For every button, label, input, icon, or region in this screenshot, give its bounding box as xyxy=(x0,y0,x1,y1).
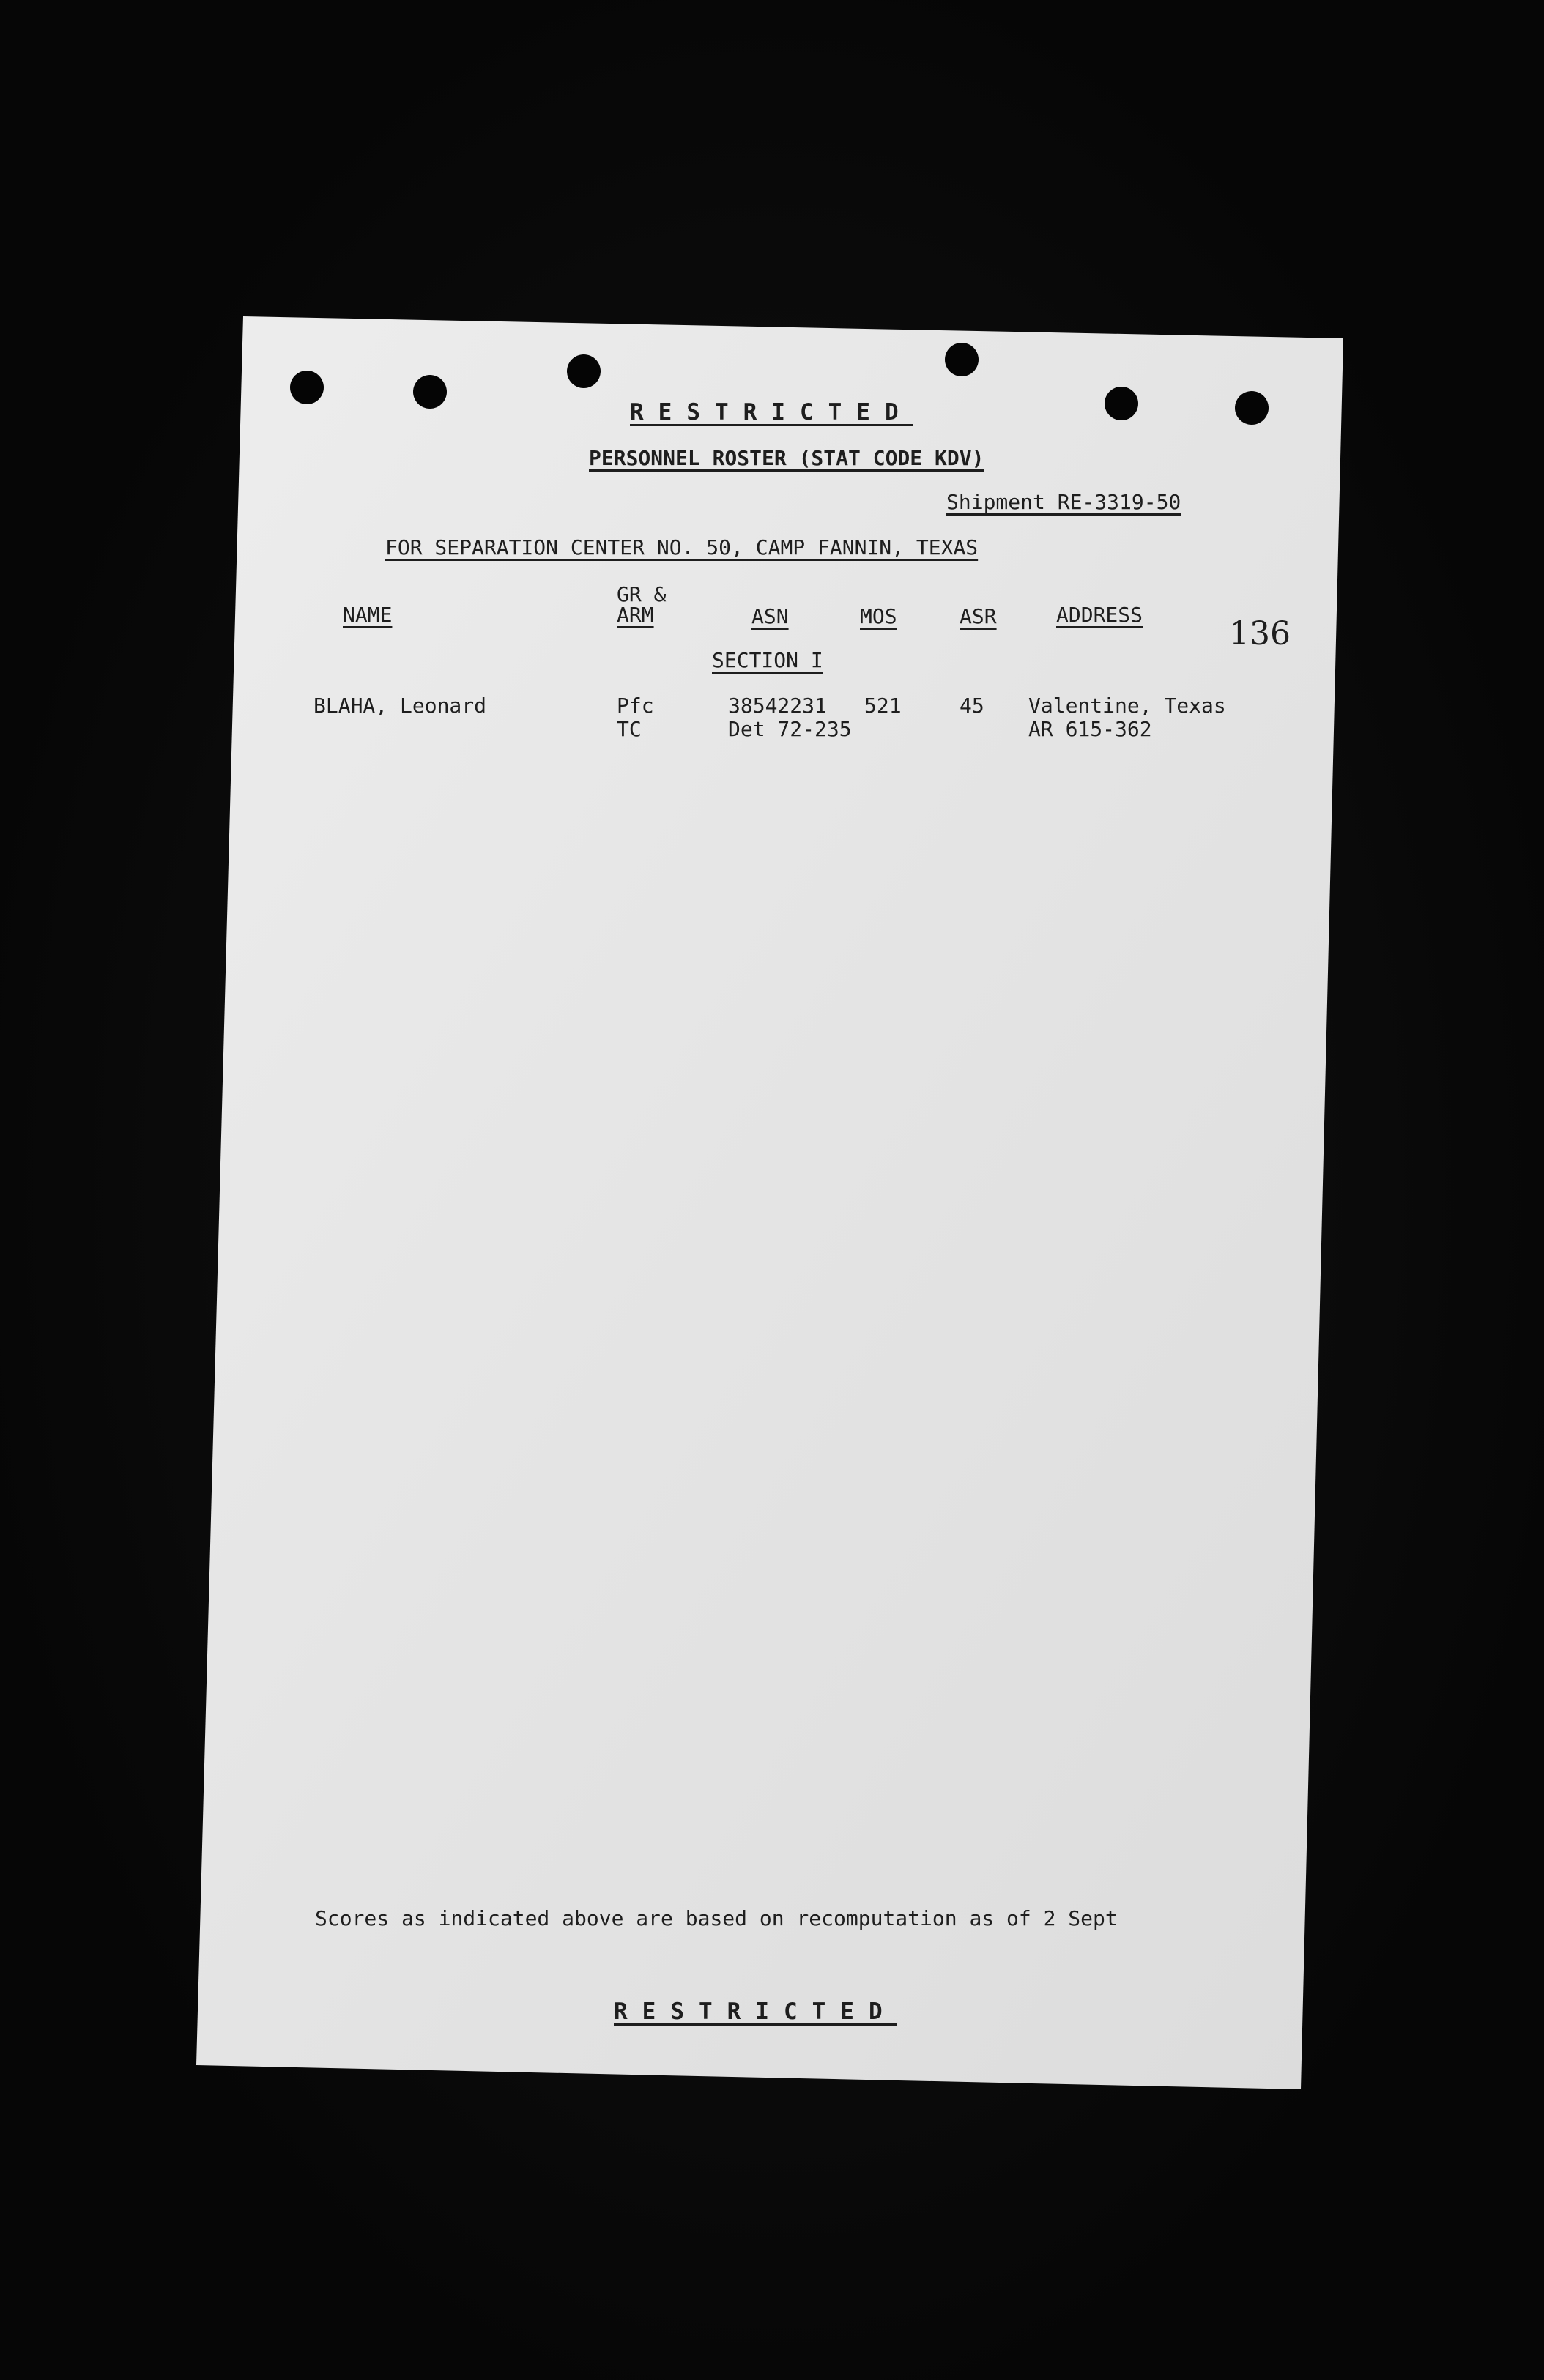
column-grade-arm-line1: GR & xyxy=(617,582,667,606)
column-grade-arm-line2: ARM xyxy=(617,603,654,627)
column-name: NAME xyxy=(343,603,393,627)
row-mos: 521 xyxy=(864,693,902,718)
restricted-header: RESTRICTED xyxy=(630,399,913,425)
punch-hole xyxy=(1105,387,1138,420)
section-label: SECTION I xyxy=(712,648,823,672)
punch-hole xyxy=(290,371,324,404)
shipment-number: Shipment RE-3319-50 xyxy=(946,490,1181,514)
restricted-footer: RESTRICTED xyxy=(614,1998,897,2025)
column-address: ADDRESS xyxy=(1056,603,1143,627)
row-detachment: Det 72-235 xyxy=(728,717,852,741)
row-asr: 45 xyxy=(960,693,984,718)
row-authority: AR 615-362 xyxy=(1028,717,1152,741)
page-number: 136 xyxy=(1229,615,1291,652)
punch-hole xyxy=(945,343,979,376)
punch-hole xyxy=(567,354,601,388)
punch-hole xyxy=(413,375,447,409)
row-asn: 38542231 xyxy=(728,693,827,718)
roster-title: PERSONNEL ROSTER (STAT CODE KDV) xyxy=(589,446,984,470)
punch-hole xyxy=(1235,391,1269,425)
row-name: BLAHA, Leonard xyxy=(313,693,487,718)
row-address: Valentine, Texas xyxy=(1028,693,1226,718)
footer-note: Scores as indicated above are based on recomputation as of 2 Sept xyxy=(315,1906,1118,1930)
row-arm: TC xyxy=(617,717,642,741)
row-grade: Pfc xyxy=(617,693,654,718)
separation-center: FOR SEPARATION CENTER NO. 50, CAMP FANNIN, TEXAS xyxy=(385,535,979,559)
column-mos: MOS xyxy=(860,604,897,628)
column-asn: ASN xyxy=(751,604,789,628)
column-asr: ASR xyxy=(960,604,997,628)
